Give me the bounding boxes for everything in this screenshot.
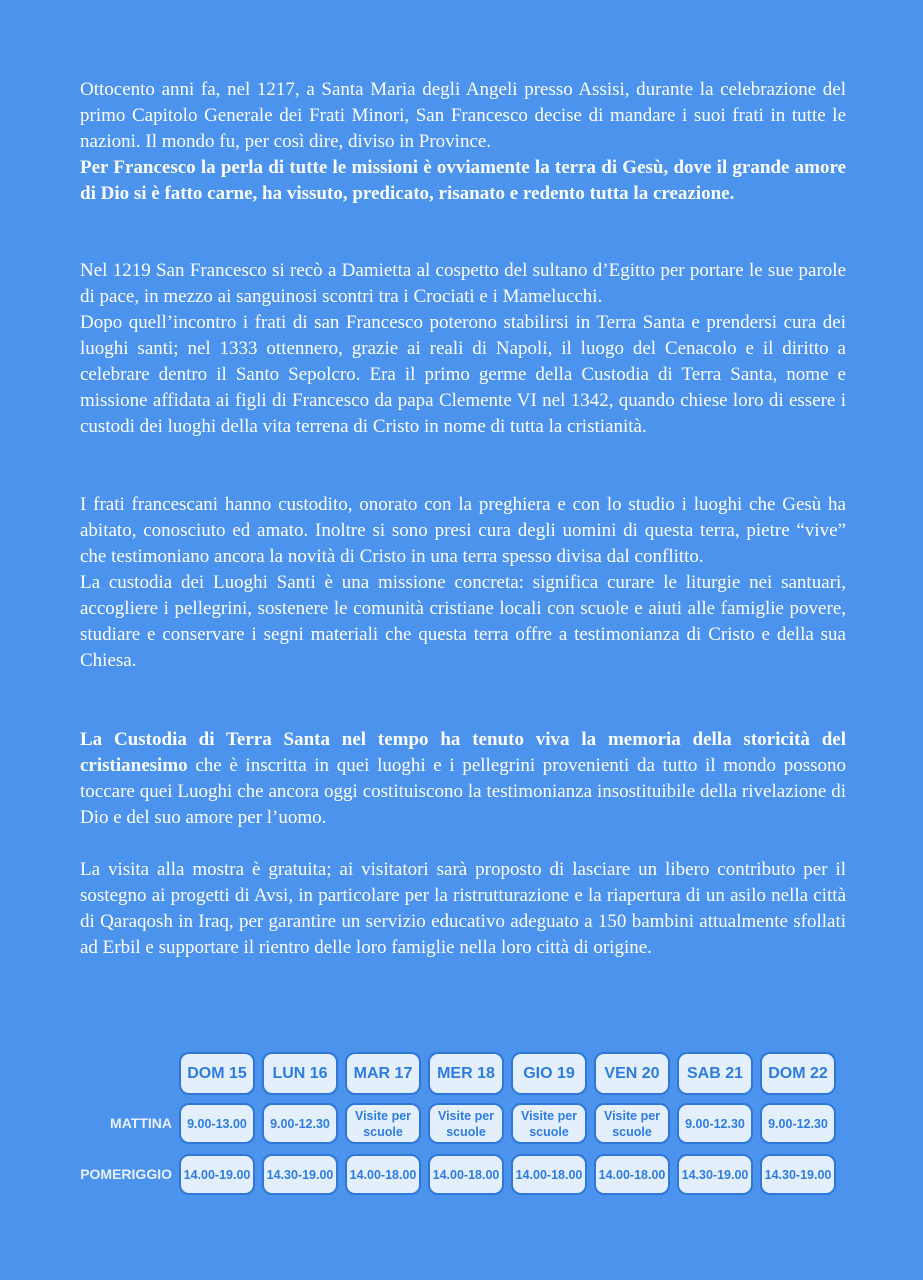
- morning-slot: Visite per scuole: [594, 1103, 670, 1144]
- afternoon-slot: 14.00-18.00: [428, 1154, 504, 1195]
- paragraph-3-text: I frati francescani hanno custodito, onorato con la preghiera e con lo studio i luoghi che Gesù ha abitato, conosciuto ed amato. Inoltre si sono presi cura degli uomini di questa terra, pietre “vive” che testimoniano ancora la novità di Cristo in una terra spesso divisa dal conflitto.: [80, 494, 846, 567]
- day-header: LUN 16: [262, 1052, 338, 1095]
- afternoon-slot: 14.00-18.00: [511, 1154, 587, 1195]
- paragraph-5: [80, 857, 846, 961]
- afternoon-slot: 14.30-19.00: [760, 1154, 836, 1195]
- morning-slot: Visite per scuole: [345, 1103, 421, 1144]
- paragraph-2-continued: Dopo quell’incontro i frati di san Francesco poterono stabilirsi in Terra Santa e prendersi cura dei luoghi santi; nel 1333 ottennero, grazie ai reali di Napoli, il luogo del Cenacolo e il diritto a celebrare dentro il Santo Sepolcro. Era il primo germe della Custodia di Terra Santa, nome e missione affidata ai figli di Francesco da papa Clemente VI nel 1342, quando chiese loro di essere i custodi dei luoghi della vita terrena di Cristo in nome di tutta la cristianità.: [80, 312, 846, 437]
- paragraph-2-text: Nel 1219 San Francesco si recò a Damietta al cospetto del sultano d’Egitto per portare le sue parole di pace, in mezzo ai sanguinosi scontri tra i Crociati e i Mamelucchi.: [80, 260, 846, 307]
- day-header: MER 18: [428, 1052, 504, 1095]
- day-header: SAB 21: [677, 1052, 753, 1095]
- paragraph-4: [80, 727, 846, 831]
- paragraph-4-rest: che è inscritta in quei luoghi e i pellegrini provenienti da tutto il mondo possono toccare quei Luoghi che ancora oggi costituiscono la testimonianza insostituibile della rivelazione di Dio e del suo amore per l’uomo.: [80, 755, 846, 828]
- afternoon-slot: 14.30-19.00: [262, 1154, 338, 1195]
- afternoon-slot: 14.00-18.00: [345, 1154, 421, 1195]
- afternoon-row-label: POMERIGGIO: [80, 1166, 172, 1182]
- morning-slot: Visite per scuole: [428, 1103, 504, 1144]
- morning-slot: 9.00-12.30: [677, 1103, 753, 1144]
- paragraph-2: [80, 258, 846, 440]
- morning-row-label: MATTINA: [110, 1115, 172, 1131]
- paragraph-3-continued: La custodia dei Luoghi Santi è una missione concreta: significa curare le liturgie nei santuari, accogliere i pellegrini, sostenere le comunità cristiane locali con scuole e aiuti alle famiglie povere, studiare e conservare i segni materiali che questa terra offre a testimonianza di Cristo e della sua Chiesa.: [80, 572, 846, 671]
- paragraph-1-bold-text: Per Francesco la perla di tutte le missioni è ovviamente la terra di Gesù, dove il grande amore di Dio si è fatto carne, ha vissuto, predicato, risanato e redento tutta la creazione.: [80, 157, 846, 204]
- paragraph-4-text: [80, 727, 846, 831]
- paragraph-5-text: La visita alla mostra è gratuita; ai visitatori sarà proposto di lasciare un libero contributo per il sostegno ai progetti di Avsi, in particolare per la ristrutturazione e la riapertura di un asilo nella città di Qaraqosh in Iraq, per garantire un servizio educativo adeguato a 150 bambini attualmente sfollati ad Erbil e supportare il rientro delle loro famiglie nella loro città di origine.: [80, 859, 846, 958]
- morning-slot: Visite per scuole: [511, 1103, 587, 1144]
- afternoon-slot: 14.30-19.00: [677, 1154, 753, 1195]
- day-header: VEN 20: [594, 1052, 670, 1095]
- afternoon-slot: 14.00-18.00: [594, 1154, 670, 1195]
- morning-slot: 9.00-12.30: [760, 1103, 836, 1144]
- paragraph-3: [80, 492, 846, 674]
- day-header: GIO 19: [511, 1052, 587, 1095]
- day-header: MAR 17: [345, 1052, 421, 1095]
- day-header: DOM 15: [179, 1052, 255, 1095]
- day-header: DOM 22: [760, 1052, 836, 1095]
- morning-slot: 9.00-12.30: [262, 1103, 338, 1144]
- paragraph-1-text: Ottocento anni fa, nel 1217, a Santa Maria degli Angeli presso Assisi, durante la celebrazione del primo Capitolo Generale dei Frati Minori, San Francesco decise di mandare i suoi frati in tutte le nazioni. Il mondo fu, per così dire, diviso in Province.: [80, 79, 846, 152]
- paragraph-1: [80, 77, 846, 207]
- afternoon-slot: 14.00-19.00: [179, 1154, 255, 1195]
- morning-slot: 9.00-13.00: [179, 1103, 255, 1144]
- paragraph-4-bold-lead: La Custodia di Terra Santa nel tempo ha tenuto viva la memoria della storicità del cristianesimo: [80, 729, 846, 776]
